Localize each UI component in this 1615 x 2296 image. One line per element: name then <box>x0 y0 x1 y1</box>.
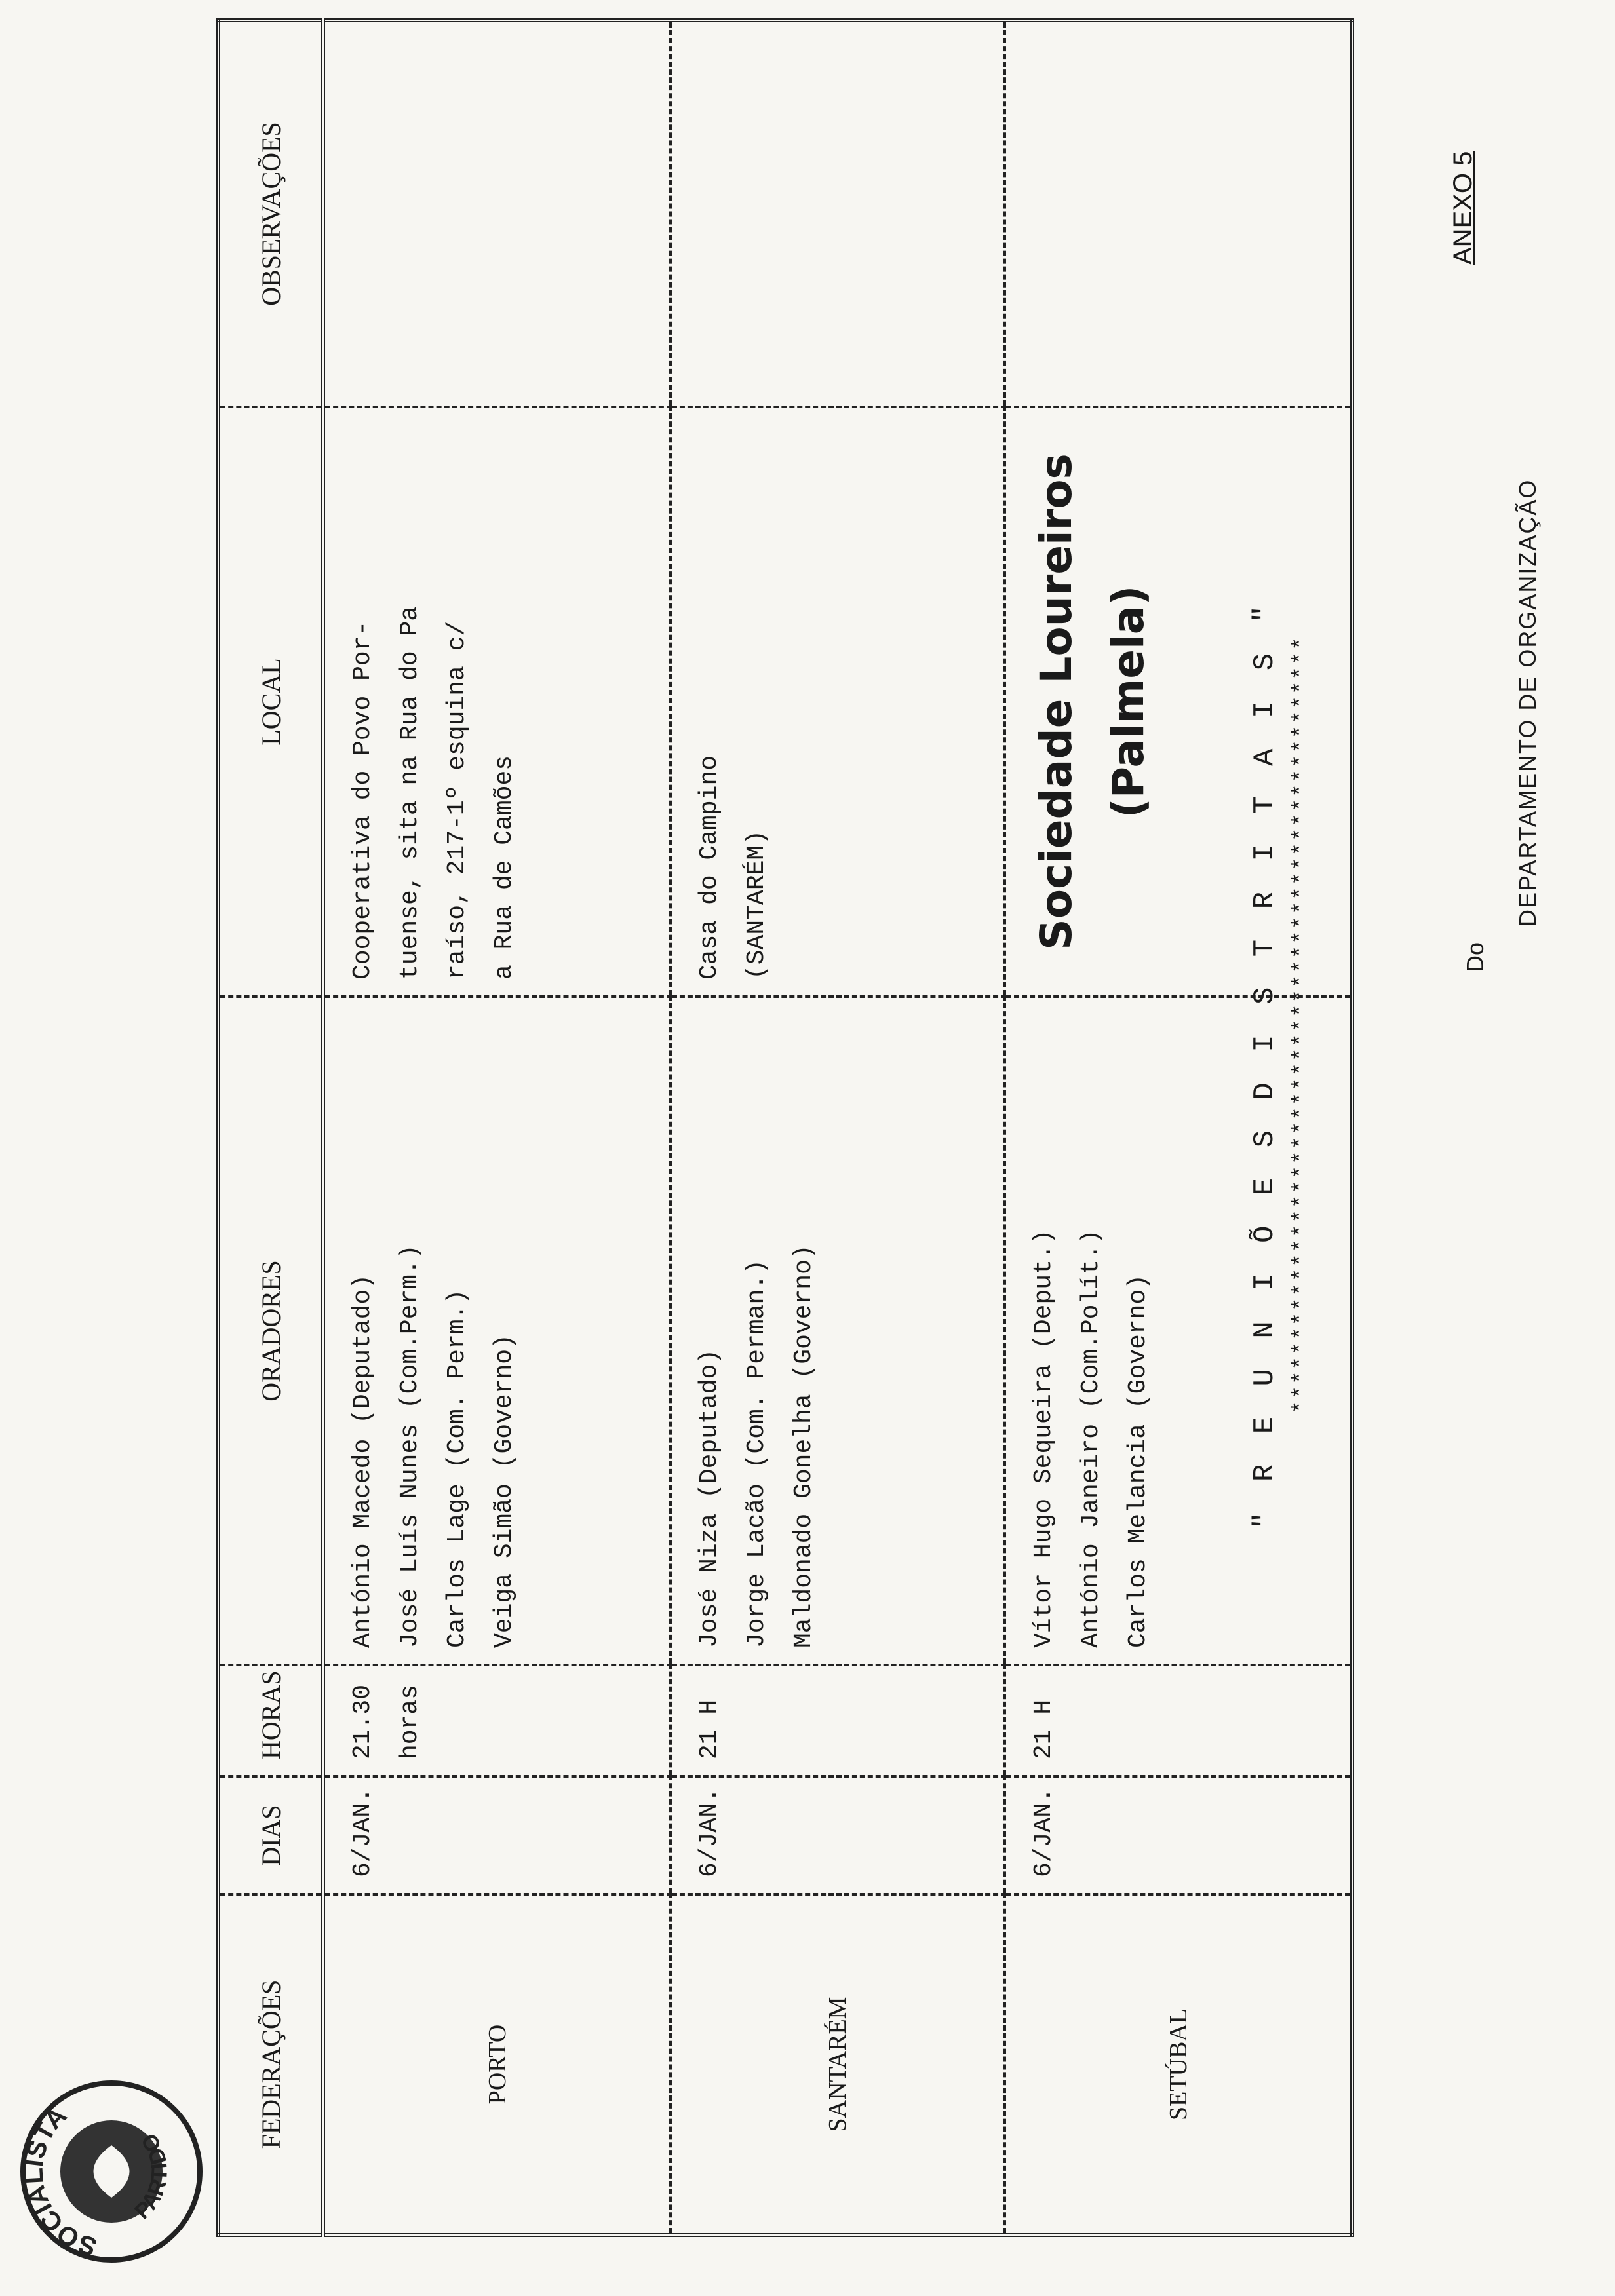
orador-line: Carlos Lage (Com. Perm.) <box>443 1289 471 1648</box>
oradores-cell <box>671 997 1005 1665</box>
hora-cell <box>671 1665 1005 1776</box>
oradores-cell <box>323 997 671 1665</box>
oradores-cell <box>1005 997 1352 1665</box>
orador-line: José Niza (Deputado) <box>695 1349 724 1648</box>
footer-department: DEPARTAMENTO DE ORGANIZAÇÃO <box>1514 478 1541 927</box>
observacoes-cell <box>671 20 1005 407</box>
header-oradores: ORADORES <box>218 997 323 1665</box>
local-line: Cooperativa do Povo Por- <box>349 621 377 980</box>
local-line: (SANTARÉM) <box>743 830 771 980</box>
table-row <box>323 20 671 2235</box>
orador-line: Maldonado Gonelha (Governo) <box>790 1244 818 1648</box>
dia-cell: 6/JAN. <box>1005 1776 1352 1894</box>
meetings-table <box>216 18 1354 2237</box>
header-observacoes: OBSERVAÇÕES <box>218 20 323 407</box>
hora-line: 21 H <box>1030 1699 1058 1759</box>
document-title: " R E U N I Õ E S D I S T R I T A I S " <box>1249 599 1281 1529</box>
orador-line: Vítor Hugo Sequeira (Deput.) <box>1030 1229 1058 1648</box>
orador-line: António Macedo (Deputado) <box>349 1274 377 1648</box>
orador-line: Veiga Simão (Governo) <box>490 1334 518 1648</box>
table-row <box>1005 20 1352 2235</box>
orador-line: José Luís Nunes (Com.Perm.) <box>396 1244 424 1648</box>
table-row <box>671 20 1005 2235</box>
annex-label: ANEXO 5 <box>1449 151 1477 265</box>
svg-text:PARTIDO: PARTIDO <box>130 2128 173 2225</box>
local-line: raíso, 217-1º esquina c/ <box>443 621 471 980</box>
hora-line: 21.30 <box>349 1684 377 1759</box>
title-underline-stars: ***************************************************** <box>1290 636 1315 1414</box>
footer-do: Do <box>1462 942 1489 972</box>
header-dias: DIAS <box>218 1776 323 1894</box>
hora-line: horas <box>396 1684 424 1759</box>
orador-line: Jorge Lacão (Com. Perman.) <box>743 1259 771 1648</box>
local-cell-handwritten <box>1005 407 1352 997</box>
header-federacoes: FEDERAÇÕES <box>218 1894 323 2235</box>
local-cell <box>323 407 671 997</box>
local-line: Casa do Campino <box>695 755 724 980</box>
header-horas: HORAS <box>218 1665 323 1776</box>
observacoes-cell <box>323 20 671 407</box>
federacao-cell: PORTO <box>323 1894 671 2235</box>
hora-cell <box>323 1665 671 1776</box>
dia-cell: 6/JAN. <box>323 1776 671 1894</box>
handwritten-line: Sociedade Loureiros <box>1031 453 1081 950</box>
local-line: a Rua de Camões <box>490 755 518 980</box>
hora-cell <box>1005 1665 1352 1776</box>
federacao-cell: SETÚBAL <box>1005 1894 1352 2235</box>
federacao-cell: SANTARÉM <box>671 1894 1005 2235</box>
observacoes-cell <box>1005 20 1352 407</box>
svg-text:SOCIALISTA: SOCIALISTA <box>19 2101 100 2262</box>
local-line: tuense, sita na Rua do Pa <box>396 605 424 980</box>
orador-line: Carlos Melancia (Governo) <box>1124 1274 1152 1648</box>
hora-line: 21 H <box>695 1699 724 1759</box>
orador-line: António Janeiro (Com.Polít.) <box>1077 1229 1105 1648</box>
header-local: LOCAL <box>218 407 323 997</box>
dia-cell: 6/JAN. <box>671 1776 1005 1894</box>
table-header-row <box>218 20 323 2235</box>
partido-socialista-logo <box>13 2073 210 2270</box>
handwritten-line: (Palmela) <box>1103 585 1154 818</box>
local-cell <box>671 407 1005 997</box>
